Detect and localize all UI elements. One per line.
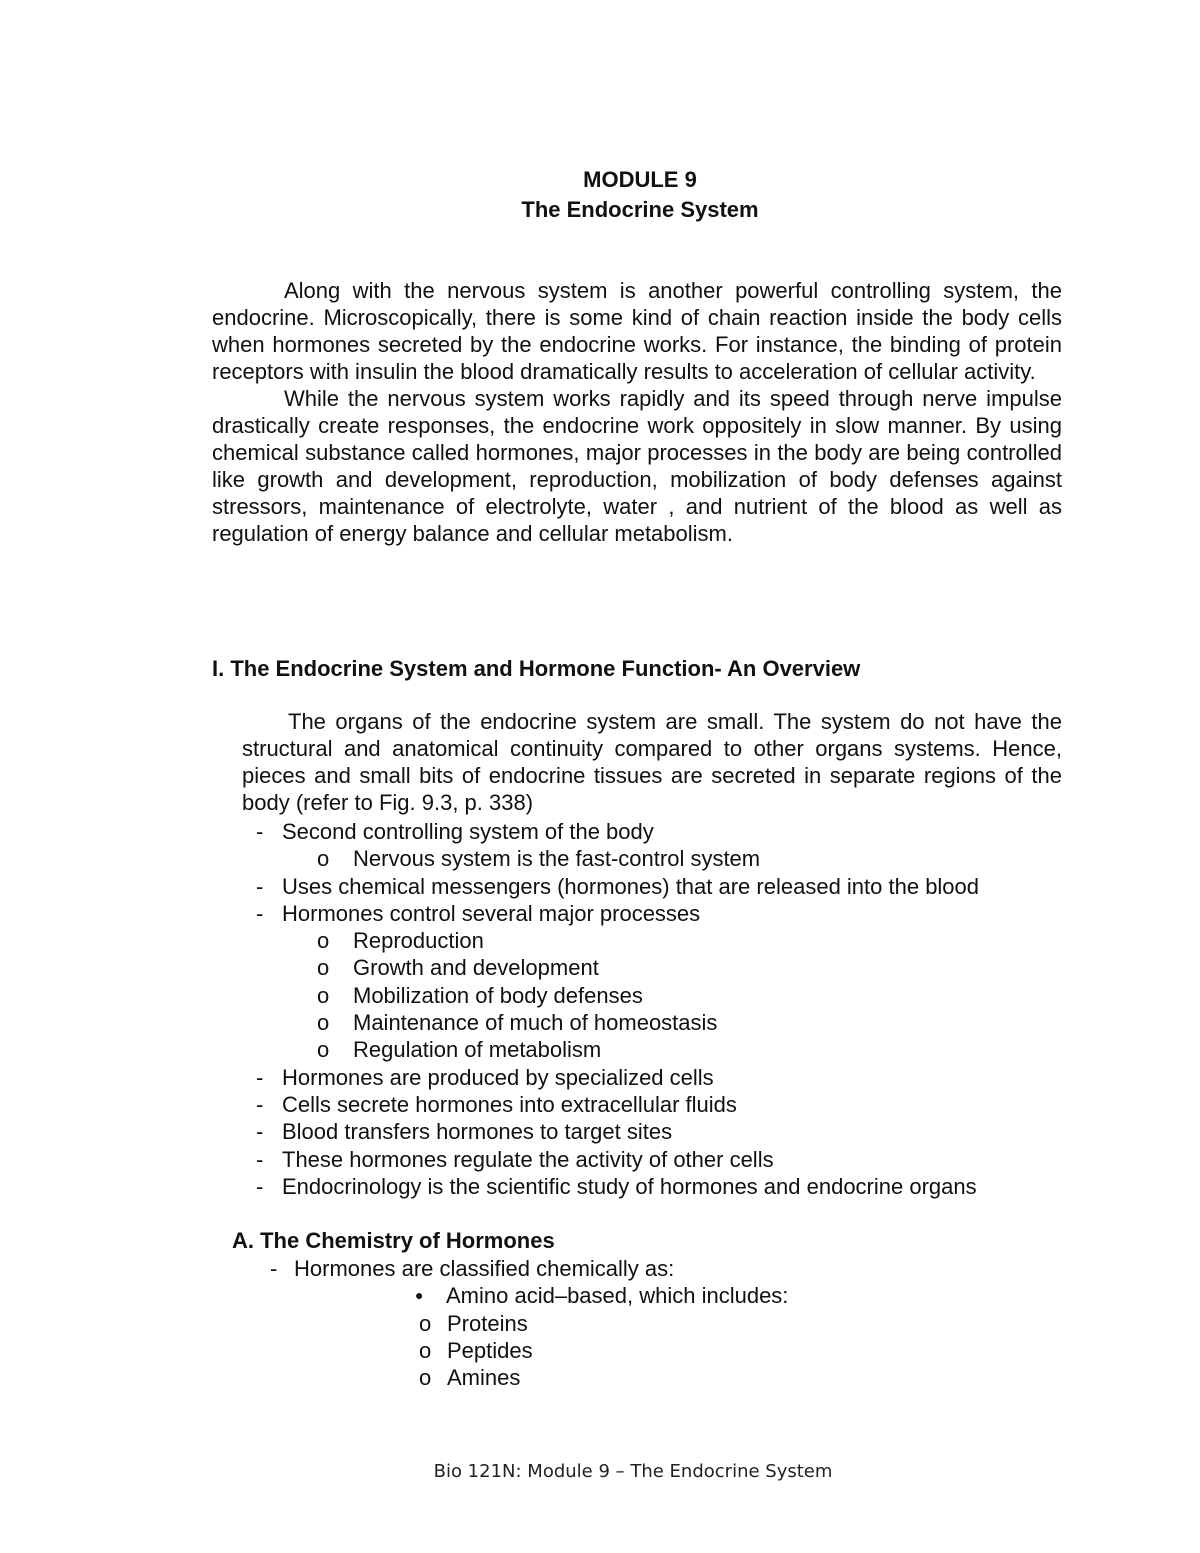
- dash-marker: -: [256, 1064, 264, 1090]
- module-title: The Endocrine System: [521, 197, 759, 222]
- circle-marker: o: [317, 982, 330, 1008]
- list-item-text: Blood transfers hormones to target sites: [282, 1119, 673, 1145]
- list-item: [232, 1282, 932, 1309]
- list-item: [232, 1337, 932, 1364]
- list-item: [242, 900, 1102, 927]
- list-item-text: Maintenance of much of homeostasis: [353, 1010, 718, 1036]
- dash-marker: -: [256, 873, 264, 899]
- page-footer: Bio 121N: Module 9 – The Endocrine System: [433, 1461, 833, 1482]
- list-item-text: Cells secrete hormones into extracellular fluids: [282, 1091, 737, 1117]
- bullet-marker: ●: [415, 1287, 424, 1304]
- list-item: [232, 1255, 932, 1282]
- list-item: [242, 845, 1102, 872]
- overview-section: [242, 708, 1062, 816]
- dash-marker: -: [270, 1256, 278, 1281]
- circle-marker: o: [317, 928, 330, 954]
- list-item-text: These hormones regulate the activity of other cells: [282, 1146, 774, 1172]
- list-item-text: Second controlling system of the body: [282, 819, 654, 844]
- dash-marker: -: [256, 1173, 264, 1199]
- list-item: [242, 1146, 1102, 1173]
- list-item: [242, 982, 1102, 1009]
- list-item-text: Proteins: [447, 1310, 528, 1336]
- list-item: [242, 1091, 1102, 1118]
- list-item: [242, 1036, 1102, 1063]
- circle-marker: o: [317, 1010, 330, 1036]
- subsection-heading: A. The Chemistry of Hormones: [232, 1228, 555, 1253]
- intro-paragraph-2: While the nervous system works rapidly and its speed through nerve impulse drastically create responses, the endocrine work oppositely in slow manner. By using chemical substance called hormones, major processes in the body are being controlled like growth and development, reproduction, mobilization of body defenses against stressors, maintenance of electrolyte, water , and nutrient of the blood as well as regulation of energy balance and cellular metabolism.: [212, 386, 1062, 546]
- list-item: [242, 1009, 1102, 1036]
- circle-marker: o: [419, 1365, 432, 1391]
- list-item: [242, 954, 1102, 981]
- list-item: [232, 1364, 932, 1391]
- list-item-text: Amines: [447, 1365, 521, 1391]
- overview-paragraph: The organs of the endocrine system are small. The system do not have the structural and anatomical continuity compared to other organs systems. Hence, pieces and small bits of endocrine tissues are secreted in separate regions of the body (refer to Fig. 9.3, p. 338): [242, 709, 1062, 815]
- list-item-text: Endocrinology is the scientific study of hormones and endocrine organs: [282, 1173, 977, 1199]
- circle-marker: o: [317, 955, 330, 981]
- list-item: [242, 873, 1102, 900]
- list-item-text: Amino acid–based, which includes:: [446, 1283, 789, 1309]
- dash-marker: -: [256, 1119, 264, 1145]
- title-block: [0, 165, 1200, 225]
- dash-marker: -: [256, 819, 264, 844]
- chemistry-list: [232, 1255, 932, 1391]
- list-item: [232, 1310, 932, 1337]
- list-item: [242, 818, 1102, 845]
- list-item-text: Uses chemical messengers (hormones) that are released into the blood: [282, 873, 980, 899]
- list-item-text: Regulation of metabolism: [353, 1037, 602, 1063]
- overview-bullet-list: [242, 818, 1102, 1200]
- circle-marker: o: [419, 1310, 432, 1336]
- dash-marker: -: [256, 1146, 264, 1172]
- list-item-text: Hormones control several major processes: [282, 900, 701, 926]
- list-item-text: Mobilization of body defenses: [353, 982, 643, 1008]
- circle-marker: o: [317, 846, 330, 872]
- circle-marker: o: [419, 1337, 432, 1363]
- list-item-text: Reproduction: [353, 928, 484, 954]
- module-number: MODULE 9: [583, 167, 697, 192]
- list-item: [242, 1118, 1102, 1145]
- intro-paragraph-1: Along with the nervous system is another powerful controlling system, the endocrine. Microscopically, there is some kind of chain reaction inside the body cells when hormones secreted by the endocrine works. For instance, the binding of protein receptors with insulin the blood dramatically results to acceleration of cellular activity.: [212, 278, 1062, 384]
- list-item-text: Peptides: [447, 1337, 533, 1363]
- dash-marker: -: [256, 1091, 264, 1117]
- list-item: [242, 1173, 1102, 1200]
- list-item: [242, 1064, 1102, 1091]
- list-item-text: Growth and development: [353, 955, 599, 981]
- intro-section: [212, 277, 1062, 547]
- list-item-text: Hormones are classified chemically as:: [294, 1256, 675, 1281]
- list-item: [242, 927, 1102, 954]
- circle-marker: o: [317, 1037, 330, 1063]
- list-item-text: Nervous system is the fast-control system: [353, 846, 761, 872]
- dash-marker: -: [256, 900, 264, 926]
- section-heading: I. The Endocrine System and Hormone Function- An Overview: [212, 656, 861, 681]
- list-item-text: Hormones are produced by specialized cells: [282, 1064, 714, 1090]
